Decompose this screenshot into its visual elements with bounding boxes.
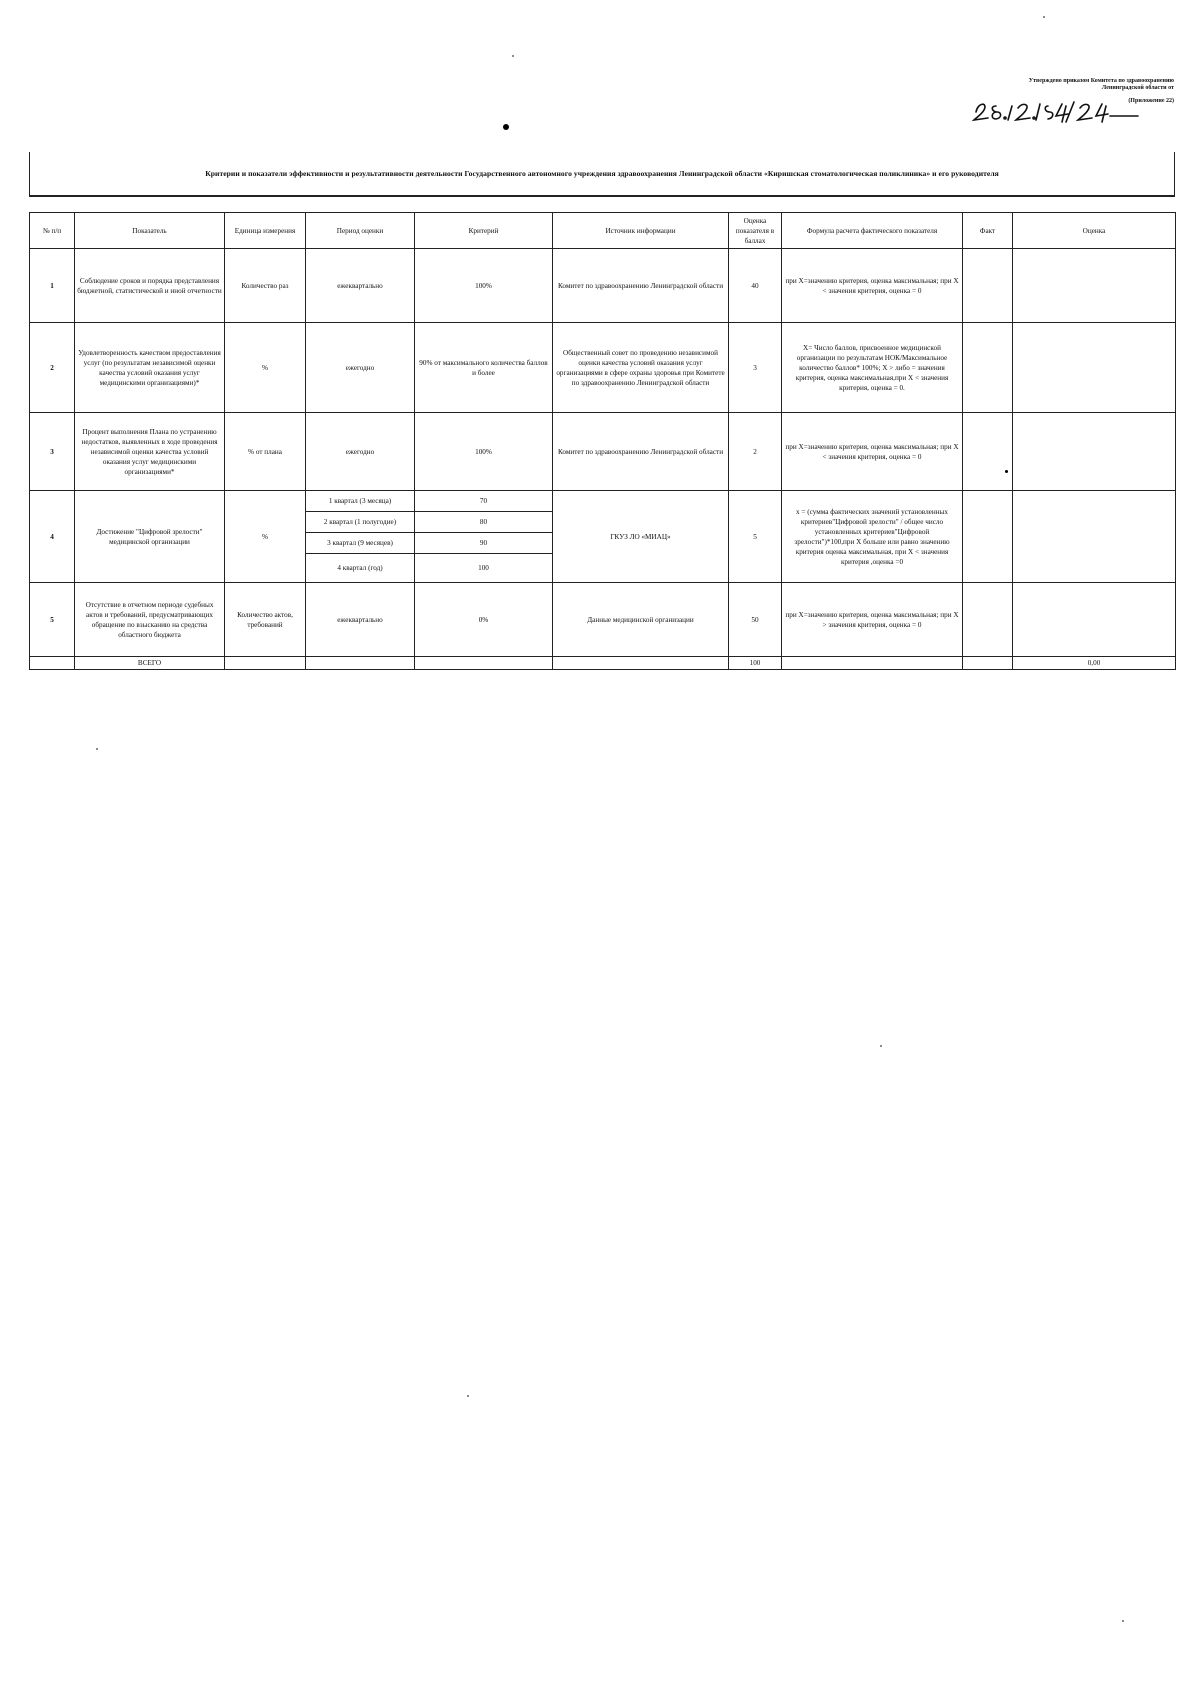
row-source: Комитет по здравоохранению Ленинградской области (553, 249, 729, 323)
row-period: ежегодно (306, 323, 415, 413)
row-indicator: Удовлетворенность качеством предоставления услуг (по результатам независимой оценки качества условий оказания услуг медицинскими организациями)* (75, 323, 225, 413)
handwritten-date-signature (970, 92, 1150, 124)
row-formula: при Х=значению критерия, оценка максимальная; при Х < значения критерия, оценка = 0 (782, 249, 963, 323)
row-indicator: Отсутствие в отчетном периоде судебных актов и требований, предусматривающих обращение по взысканию на средства областного бюджета (75, 583, 225, 657)
row-formula: при Х=значению критерия, оценка максимальная; при Х < значения критерия, оценка = 0 (782, 413, 963, 491)
header-criterion: Критерий (415, 213, 553, 249)
row-criterion: 70 (415, 491, 553, 512)
page-dot (503, 124, 509, 130)
row-score: 40 (729, 249, 782, 323)
total-label: ВСЕГО (75, 657, 225, 670)
row-num: 5 (30, 583, 75, 657)
row-fact (963, 413, 1013, 491)
row-assessment (1013, 249, 1176, 323)
row-period: 3 квартал (9 месяцев) (306, 533, 415, 554)
row-criterion: 100 (415, 554, 553, 583)
header-num: № п/п (30, 213, 75, 249)
row-criterion: 80 (415, 512, 553, 533)
total-score: 100 (729, 657, 782, 670)
approval-text: Утверждено приказом Комитета по здравоохранению Ленинградской области от (1028, 78, 1174, 91)
table-row (30, 323, 1176, 413)
header-assessment: Оценка (1013, 213, 1176, 249)
row-indicator: Соблюдение сроков и порядка представления бюджетной, статистической и иной отчетности (75, 249, 225, 323)
row-assessment (1013, 583, 1176, 657)
total-assessment: 0,00 (1013, 657, 1176, 670)
row-fact (963, 249, 1013, 323)
table-row (30, 583, 1176, 657)
scan-speck (1122, 1620, 1124, 1622)
scan-mark (1005, 470, 1008, 473)
total-empty-cell (415, 657, 553, 670)
approval-stamp-text (1024, 78, 1174, 104)
row-score: 5 (729, 491, 782, 583)
row-fact (963, 491, 1013, 583)
document-title-box (29, 152, 1175, 197)
total-empty-cell (30, 657, 75, 670)
row-criterion: 90% от максимального количества баллов и более (415, 323, 553, 413)
table-row (30, 491, 1176, 512)
row-assessment (1013, 413, 1176, 491)
total-empty-cell (553, 657, 729, 670)
total-row (30, 657, 1176, 670)
document-title: Критерии и показатели эффективности и результативности деятельности Государственного автономного учреждения здравоохранения Ленинградской области «Киришская стоматологическая поликлиника» и его руководителя (205, 169, 999, 178)
total-empty-cell (782, 657, 963, 670)
criteria-table (29, 212, 1176, 670)
header-score: Оценка показателя в баллах (729, 213, 782, 249)
row-criterion: 100% (415, 413, 553, 491)
scan-speck (96, 748, 98, 750)
appendix-label: (Приложение 22) (1128, 98, 1174, 104)
header-unit: Единица измерения (225, 213, 306, 249)
row-period: 2 квартал (1 полугодие) (306, 512, 415, 533)
total-empty-cell (225, 657, 306, 670)
scan-speck (1043, 16, 1045, 18)
row-score: 2 (729, 413, 782, 491)
row-num: 3 (30, 413, 75, 491)
row-criterion: 100% (415, 249, 553, 323)
row-period: 1 квартал (3 месяца) (306, 491, 415, 512)
row-period: ежегодно (306, 413, 415, 491)
row-criterion: 90 (415, 533, 553, 554)
row-fact (963, 323, 1013, 413)
row-formula: Х= Число баллов, присвоенное медицинской организации по результатам НОК/Максимальное количество баллов* 100%; Х > либо = значения критерия, оценка максимальная,при Х < значения критерия, оценка = 0. (782, 323, 963, 413)
row-fact (963, 583, 1013, 657)
row-period: ежеквартально (306, 249, 415, 323)
scan-speck (512, 55, 514, 57)
scan-speck (880, 1045, 882, 1047)
row-indicator: Процент выполнения Плана по устранению недостатков, выявленных в ходе проведения независимой оценки качества условий оказания услуг медицинскими организациями* (75, 413, 225, 491)
header-fact: Факт (963, 213, 1013, 249)
row-source: Данные медицинской организации (553, 583, 729, 657)
row-unit: % (225, 323, 306, 413)
row-assessment (1013, 323, 1176, 413)
row-assessment (1013, 491, 1176, 583)
header-source: Источник информации (553, 213, 729, 249)
row-unit: Количество раз (225, 249, 306, 323)
table-row (30, 413, 1176, 491)
row-unit: Количество актов, требований (225, 583, 306, 657)
total-empty-cell (306, 657, 415, 670)
row-formula: при Х=значению критерия, оценка максимальная; при Х > значения критерия, оценка = 0 (782, 583, 963, 657)
row-criterion: 0% (415, 583, 553, 657)
header-period: Период оценки (306, 213, 415, 249)
row-period: 4 квартал (год) (306, 554, 415, 583)
row-score: 3 (729, 323, 782, 413)
row-num: 2 (30, 323, 75, 413)
table-header-row (30, 213, 1176, 249)
header-formula: Формула расчета фактического показателя (782, 213, 963, 249)
row-formula: х = (сумма фактических значений установленных критериев"Цифровой зрелости" / общее число установленных критериев"Цифровой зрелости")*100,при Х больше или равно значению критерия оценка максимальная, при Х < значения критерия ,оценка =0 (782, 491, 963, 583)
row-unit: % от плана (225, 413, 306, 491)
table-row (30, 249, 1176, 323)
row-source: ГКУЗ ЛО «МИАЦ» (553, 491, 729, 583)
row-source: Комитет по здравоохранению Ленинградской области (553, 413, 729, 491)
header-indicator: Показатель (75, 213, 225, 249)
row-score: 50 (729, 583, 782, 657)
row-num: 4 (30, 491, 75, 583)
scan-speck (467, 1395, 469, 1397)
row-source: Общественный совет по проведению независимой оценки качества условий оказания услуг организациями в сфере охраны здоровья при Комитете по здравоохранению Ленинградской области (553, 323, 729, 413)
row-period: ежеквартально (306, 583, 415, 657)
total-empty-cell (963, 657, 1013, 670)
row-unit: % (225, 491, 306, 583)
row-num: 1 (30, 249, 75, 323)
row-indicator: Достижение "Цифровой зрелости" медицинской организации (75, 491, 225, 583)
